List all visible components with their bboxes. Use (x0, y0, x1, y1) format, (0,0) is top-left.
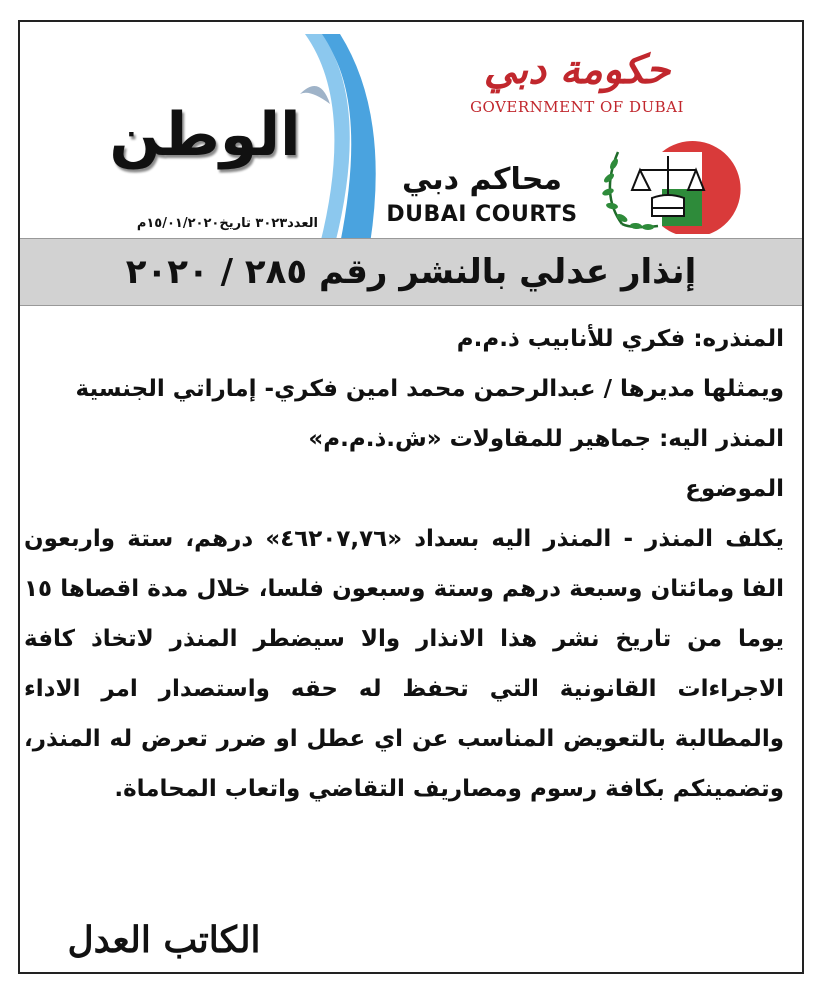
dubai-courts-wordmark (382, 162, 582, 227)
subject-heading: الموضوع (685, 476, 784, 502)
scales-of-justice-emblem-icon (592, 134, 772, 234)
government-arabic-wordmark: حكومة دبي (483, 46, 671, 93)
government-english-wordmark: GOVERNMENT OF DUBAI (470, 98, 684, 116)
notice-title-bar (20, 238, 802, 306)
notice-title: إنذار عدلي بالنشر رقم ٢٨٥ / ٢٠٢٠ (125, 252, 697, 292)
notice-body (24, 314, 784, 814)
represented-by-line: ويمثلها مديرها / عبدالرحمن محمد امين فكري- إماراتي الجنسية (75, 376, 784, 402)
notary-signature: الكاتب العدل (67, 919, 261, 961)
notice-frame (18, 20, 804, 974)
government-of-dubai-logo (452, 46, 702, 116)
warner-line: المنذره: فكري للأنابيب ذ.م.م (456, 326, 784, 352)
courts-english-name: DUBAI COURTS (386, 202, 578, 227)
newspaper-logo: الوطن (109, 100, 301, 170)
newspaper-swoosh-icon (300, 34, 390, 244)
issue-number-and-date: العدد٣٠٢٣ تاريخ١٥/٠١/٢٠٢٠م (136, 216, 318, 231)
warned-party-line: المنذر اليه: جماهير للمقاولات «ش.ذ.م.م» (308, 426, 784, 452)
subject-body: يكلف المنذر - المنذر اليه بسداد «٤٦٢٠٧,٧٦» درهم، ستة واربعون الفا ومائتان وسبعة درهم وستة وسبعون فلسا، خلال مدة اقصاها ١٥ يوما من تاريخ نشر هذا الانذار والا سيضطر المنذر لاتخاذ كافة الاجراءات القانونية التي تحفظ له حقه واستصدار امر الاداء والمطالبة بالتعويض المناسب عن اي عطل او ضرر تعرض له المنذر، وتضمينكم بكافة رسوم ومصاريف التقاضي واتعاب المحاماة. (24, 526, 784, 802)
courts-arabic-name: محاكم دبي (402, 162, 562, 197)
